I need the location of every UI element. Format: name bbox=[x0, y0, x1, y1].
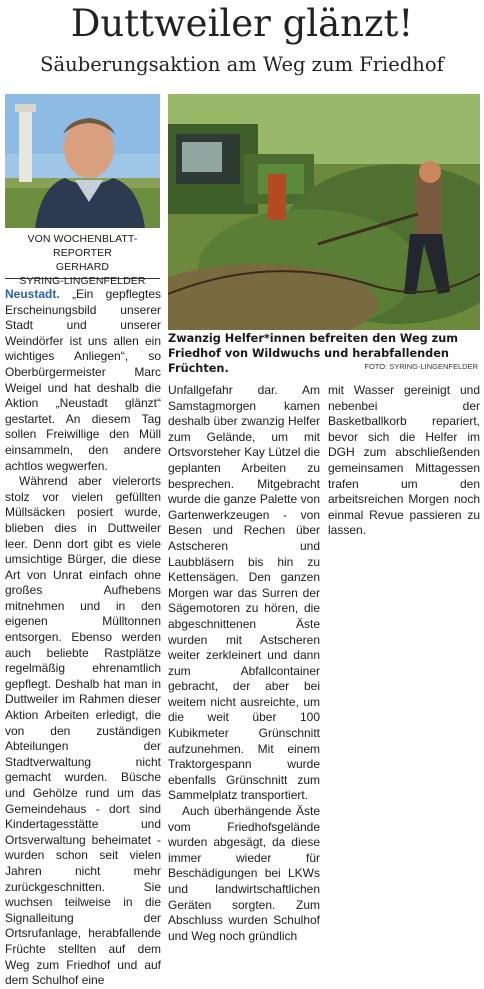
author-credit-line2: GERHARD bbox=[55, 261, 110, 273]
text-column-3 bbox=[328, 383, 480, 539]
reporter-portrait bbox=[5, 94, 160, 228]
paragraph-1 bbox=[5, 287, 161, 474]
credit-divider bbox=[5, 278, 160, 279]
article-photo bbox=[168, 94, 480, 330]
text-column-1 bbox=[5, 287, 161, 989]
subheadline: Säuberungsaktion am Weg zum Friedhof bbox=[40, 53, 444, 76]
paragraph-5: mit Wasser gereinigt und nebenbei der Basketballkorb repariert, bevor sich die Helfer im DGH zum abschließenden gemeinsamen Mittagessen trafen um den arbeitsreichen Morgen noch einmal Revue passieren zu lassen. bbox=[328, 383, 480, 538]
headline: Duttweiler glänzt! bbox=[70, 2, 414, 45]
dateline: Neustadt. bbox=[5, 287, 60, 301]
photo-caption: Zwanzig Helfer*innen befreiten den Weg zum Friedhof von Wildwuchs und herabfallenden Früchten. bbox=[168, 332, 459, 375]
paragraph-2: Während aber vielerorts stolz vor vielen gefüllten Müllsäcken posiert wurde, blieben dies in Duttweiler leer. Denn dort gibt es viele umsichtige Bürger, die diese Art von Unrat einfach ohne großes Aufhebens mitnehmen und in den eigenen Mülltonnen entsorgen. Ebenso werden auch beliebte Rastplätze regelmäßig ehrenamtlich gepflegt. Deshalb hat man in Duttweiler im Rahmen dieser Aktion Arbeiten erledigt, die von den zuständigen Abteilungen der Stadtverwaltung nicht gemacht wurden. Büsche und Gehölze rund um das Gemeindehaus - dort sind Kindertagesstätte und Ortsverwaltung beheimatet - wurden schon seit vielen Jahren nicht mehr zurückgeschnitten. Sie wuchsen teilweise in die Signalleitung der Ortsrufanlage, herabfallende Früchte stellten auf dem Weg zum Friedhof und auf dem Schulhof eine bbox=[5, 474, 161, 988]
photo-credit: FOTO: SYRING-LINGENFELDER bbox=[364, 362, 478, 371]
author-credit bbox=[5, 232, 160, 288]
paragraph-1-text: „Ein gepflegtes Erscheinungsbild unserer Stadt und unserer Weindörfer ist uns allen ein wichtiges Anliegen“, so Oberbürgermeister Marc Weigel und hat deshalb die Aktion „Neustadt glänzt“ gestartet. An diesem Tag sollen Freiwillige den Müll einsammeln, den andere achtlos wegwerfen. bbox=[5, 287, 161, 473]
text-column-2 bbox=[168, 383, 320, 944]
author-credit-line1: VON WOCHENBLATT-REPORTER bbox=[27, 233, 138, 259]
paragraph-3: Unfallgefahr dar. Am Samstagmorgen kamen deshalb über zwanzig Helfer zum Gelände, um mit Ortsvorsteher Kay Lützel die geplanten Arbeiten zu besprechen. Mitgebracht wurde die ganze Palette von Gartenwerkzeugen - von Besen und Rechen über Astscheren und Laubbläsern bis hin zu Kettensägen. Den ganzen Morgen war das Surren der Sägemotoren zu hören, die abgeschnittenen Äste wurden mit Astscheren weiter zerkleinert und dann zum Abfallcontainer gebracht, der aber bei weitem nicht ausreichte, um die weit über 100 Kubikmeter Grünschnitt aufzunehmen. Mit einem Traktorgespann wurde ebenfalls Grünschnitt zum Sammelplatz transportiert. bbox=[168, 383, 320, 803]
author-credit-line3: SYRING-LINGENFELDER bbox=[19, 275, 146, 287]
paragraph-4: Auch überhängende Äste vom Friedhofsgelände wurden abgesägt, da diese immer wieder für Beschädigungen bei LKWs und landwirtschaftlichen Geräten sorgten. Zum Abschluss wurden Schulhof und Weg noch gründlich bbox=[168, 804, 320, 943]
